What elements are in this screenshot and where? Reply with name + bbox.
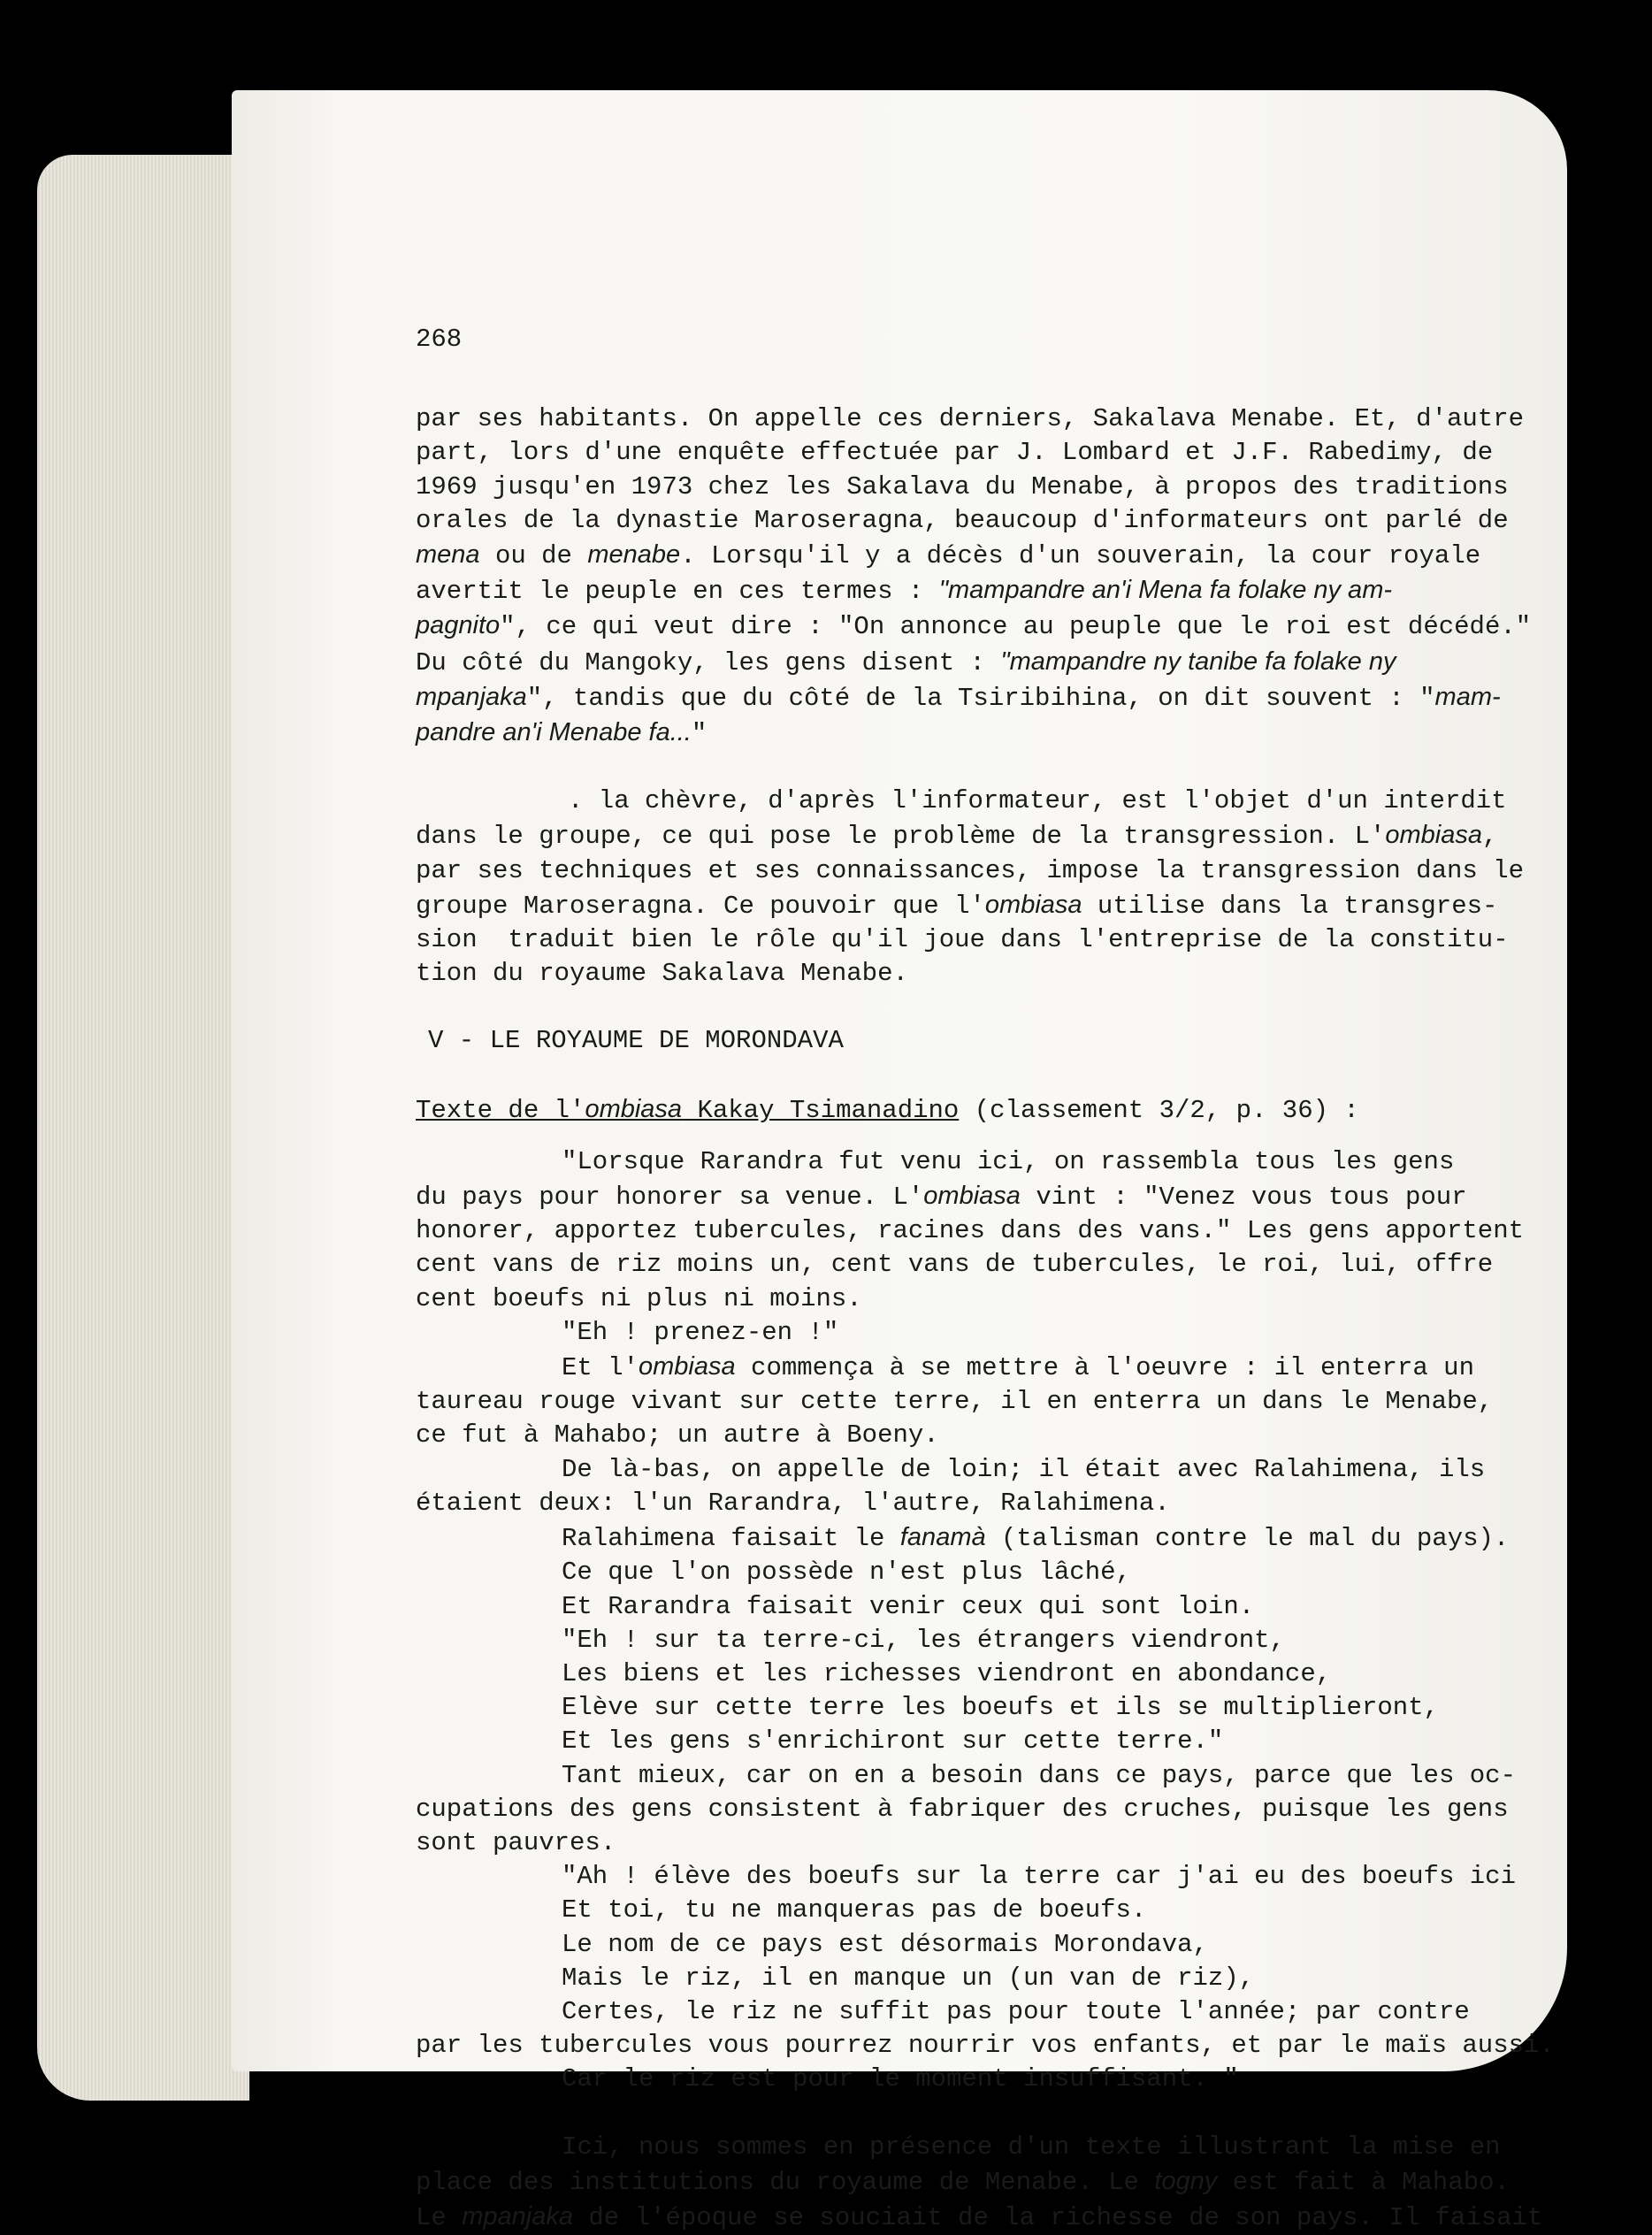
text-line: Certes, le riz ne suffit pas pour toute l'année; par contre <box>562 1996 1470 2026</box>
paragraph-1 <box>416 402 1532 751</box>
text-line: Ce que l'on possède n'est plus lâché, <box>562 1558 1131 1588</box>
text-line: groupe Maroseragna. Ce pouvoir que l'ombiasa utilise dans la transgres- <box>416 890 1498 921</box>
text-line: part, lors d'une enquête effectuée par J. Lombard et J.F. Rabedimy, de <box>416 438 1494 468</box>
text-line: place des institutions du royaume de Menabe. Le togny est fait à Mahabo. <box>416 2166 1510 2197</box>
text-line: cent vans de riz moins un, cent vans de tubercules, le roi, lui, offre <box>416 1250 1494 1280</box>
text-line: "Eh ! sur ta terre-ci, les étrangers viendront, <box>562 1625 1285 1655</box>
text-line: par les tubercules vous pourrez nourrir vos enfants, et par le maïs aussi. <box>416 2031 1555 2061</box>
text-line: Elève sur cette terre les boeufs et ils se multiplieront, <box>562 1693 1439 1723</box>
text-line: taureau rouge vivant sur cette terre, il en enterra un dans le Menabe, <box>416 1387 1494 1417</box>
page-number: 268 <box>416 325 463 354</box>
text-line: Tant mieux, car on en a besoin dans ce pays, parce que les oc- <box>562 1760 1516 1790</box>
text-line: Les biens et les richesses viendront en abondance, <box>562 1658 1332 1688</box>
text-line: Et toi, tu ne manqueras pas de boeufs. <box>562 1895 1147 1925</box>
page-text <box>416 323 1555 2235</box>
text-line: cupations des gens consistent à fabriquer des cruches, puisque les gens <box>416 1794 1509 1824</box>
text-line: Car le riz est pour le moment insuffisant. " <box>562 2064 1239 2094</box>
text-line: pagnito", ce qui veut dire : "On annonce au peuple que le roi est décédé." <box>416 611 1532 642</box>
quoted-text <box>416 1145 1555 2097</box>
text-line: dans le groupe, ce qui pose le problème de la transgression. L'ombiasa, <box>416 821 1498 852</box>
text-line: ce fut à Mahabo; un autre à Boeny. <box>416 1420 939 1450</box>
text-line: 1969 jusqu'en 1973 chez les Sakalava du Menabe, à propos des traditions <box>416 471 1509 501</box>
text-line: Et Rarandra faisait venir ceux qui sont loin. <box>562 1591 1255 1621</box>
text-line: Et les gens s'enrichiront sur cette terre." <box>562 1726 1224 1757</box>
text-line: Et l'ombiasa commença à se mettre à l'oeuvre : il enterra un <box>562 1352 1474 1383</box>
text-line: honorer, apportez tubercules, racines dans des vans." Les gens apportent <box>416 1216 1525 1246</box>
text-line: du pays pour honorer sa venue. L'ombiasa vint : "Venez vous tous pour <box>416 1182 1467 1213</box>
text-line: orales de la dynastie Maroseragna, beaucoup d'informateurs ont parlé de <box>416 505 1509 535</box>
source-line: Texte de l'ombiasa Kakay Tsimanadino (classement 3/2, p. 36) : <box>416 1094 1359 1125</box>
text-line: Ici, nous sommes en présence d'un texte illustrant la mise en <box>562 2132 1501 2162</box>
text-line: Ralahimena faisait le fanamà (talisman contre le mal du pays). <box>562 1523 1510 1554</box>
text-line: avertit le peuple en ces termes : "mampandre an'i Mena fa folake ny am- <box>416 576 1393 607</box>
text-line: "Eh ! prenez-en !" <box>562 1317 839 1347</box>
text-line: pandre an'i Menabe fa..." <box>416 718 707 749</box>
text-line: tion du royaume Sakalava Menabe. <box>416 959 908 989</box>
text-line: "Ah ! élève des boeufs sur la terre car j'ai eu des boeufs ici <box>562 1862 1516 1892</box>
text-line: étaient deux: l'un Rarandra, l'autre, Ralahimena. <box>416 1488 1170 1518</box>
paragraph-3 <box>416 2131 1543 2235</box>
text-line: . la chèvre, d'après l'informateur, est l'objet d'un interdit <box>568 786 1507 816</box>
section-heading: V - LE ROYAUME DE MORONDAVA <box>428 1026 844 1056</box>
text-line: De là-bas, on appelle de loin; il était avec Ralahimena, ils <box>562 1454 1486 1484</box>
book-page-edges <box>37 155 249 2101</box>
text-line: par ses techniques et ses connaissances, impose la transgression dans le <box>416 855 1525 885</box>
text-line: "Lorsque Rarandra fut venu ici, on rassembla tous les gens <box>562 1146 1455 1176</box>
text-line: mena ou de menabe. Lorsqu'il y a décès d'un souverain, la cour royale <box>416 540 1481 571</box>
text-line: mpanjaka", tandis que du côté de la Tsiribihina, on dit souvent : "mam- <box>416 682 1501 713</box>
text-line: Le mpanjaka de l'époque se souciait de la richesse de son pays. Il faisait <box>416 2201 1543 2232</box>
text-line: Le nom de ce pays est désormais Morondava, <box>562 1929 1208 1959</box>
text-line: Du côté du Mangoky, les gens disent : "mampandre ny tanibe fa folake ny <box>416 647 1396 677</box>
paragraph-2 <box>416 785 1525 991</box>
text-line: Mais le riz, il en manque un (un van de riz), <box>562 1963 1255 1993</box>
text-line: sont pauvres. <box>416 1827 616 1857</box>
text-line: sion traduit bien le rôle qu'il joue dans l'entreprise de la constitu- <box>416 925 1509 955</box>
text-line: cent boeufs ni plus ni moins. <box>416 1283 862 1313</box>
text-line: par ses habitants. On appelle ces derniers, Sakalava Menabe. Et, d'autre <box>416 404 1525 434</box>
